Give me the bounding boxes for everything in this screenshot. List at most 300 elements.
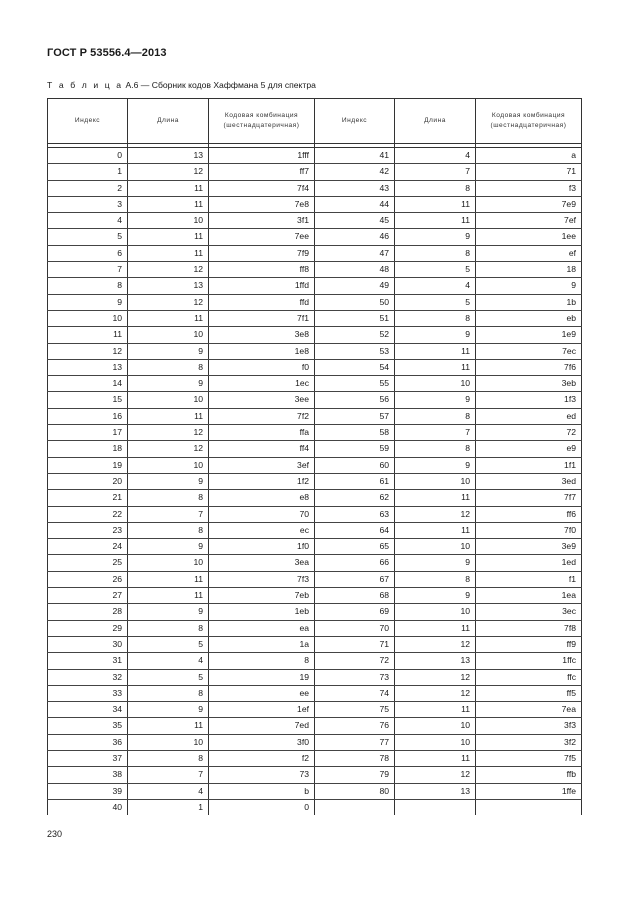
table-cell: 13	[128, 278, 209, 294]
table-caption	[47, 80, 316, 90]
table-cell: 1f3	[476, 392, 582, 408]
table-cell: 42	[315, 164, 395, 180]
table-cell: 47	[315, 245, 395, 261]
table-cell: ee	[209, 685, 315, 701]
table-cell: 1ec	[209, 376, 315, 392]
table-cell: 1ffe	[476, 783, 582, 799]
table-cell: 18	[476, 262, 582, 278]
table-cell: e8	[209, 490, 315, 506]
table-cell: 20	[48, 473, 128, 489]
table-cell: 7f8	[476, 620, 582, 636]
table-cell	[315, 799, 395, 815]
table-cell: 10	[128, 327, 209, 343]
table-cell: 13	[395, 653, 476, 669]
table-cell: 13	[128, 148, 209, 164]
table-row	[48, 718, 582, 734]
table-cell: 70	[209, 506, 315, 522]
table-cell: 12	[395, 506, 476, 522]
table-row	[48, 669, 582, 685]
table-cell: 28	[48, 604, 128, 620]
table-cell: 8	[395, 441, 476, 457]
table-cell: 34	[48, 702, 128, 718]
table-cell: 22	[48, 506, 128, 522]
table-cell: 66	[315, 555, 395, 571]
table-row	[48, 343, 582, 359]
table-row	[48, 539, 582, 555]
table-cell: 35	[48, 718, 128, 734]
table-row	[48, 245, 582, 261]
page-number: 230	[47, 829, 63, 839]
table-cell: 24	[48, 539, 128, 555]
table-cell: 46	[315, 229, 395, 245]
table-cell: 78	[315, 750, 395, 766]
table-cell: 5	[128, 669, 209, 685]
table-row	[48, 702, 582, 718]
table-cell: 12	[128, 425, 209, 441]
table-cell: 16	[48, 408, 128, 424]
table-cell: 11	[128, 180, 209, 196]
header-codeword: Кодовая комбинация (шестнадцатеричная)	[209, 99, 315, 144]
table-cell: 9	[128, 539, 209, 555]
table-cell: 1	[128, 799, 209, 815]
table-cell: 12	[395, 767, 476, 783]
table-cell: 3ee	[209, 392, 315, 408]
table-cell: 9	[128, 702, 209, 718]
table-cell: 3f1	[209, 213, 315, 229]
table-cell: 12	[128, 294, 209, 310]
table-cell: 33	[48, 685, 128, 701]
table-cell: 10	[395, 473, 476, 489]
table-cell: 9	[395, 392, 476, 408]
table-row	[48, 441, 582, 457]
table-row	[48, 620, 582, 636]
table-cell: 74	[315, 685, 395, 701]
table-cell: 7f3	[209, 571, 315, 587]
table-cell: 5	[395, 294, 476, 310]
table-cell: 8	[395, 571, 476, 587]
table-cell: 12	[395, 636, 476, 652]
table-cell: 4	[395, 148, 476, 164]
table-cell: 7	[48, 262, 128, 278]
table-cell: 8	[128, 685, 209, 701]
table-cell: 55	[315, 376, 395, 392]
table-cell: 44	[315, 196, 395, 212]
table-cell: f0	[209, 359, 315, 375]
table-cell: 3ed	[476, 473, 582, 489]
table-cell: 10	[128, 555, 209, 571]
table-cell: 9	[128, 473, 209, 489]
table-cell: 19	[48, 457, 128, 473]
table-cell: 21	[48, 490, 128, 506]
table-cell: 69	[315, 604, 395, 620]
table-row	[48, 685, 582, 701]
table-cell: 7f4	[209, 180, 315, 196]
table-row	[48, 196, 582, 212]
table-cell	[395, 799, 476, 815]
table-cell: ed	[476, 408, 582, 424]
table-cell: 3e9	[476, 539, 582, 555]
table-cell: 8	[128, 750, 209, 766]
table-row	[48, 604, 582, 620]
table-cell: 11	[128, 229, 209, 245]
table-cell: 1ef	[209, 702, 315, 718]
table-cell: ffc	[476, 669, 582, 685]
table-cell: 7	[395, 425, 476, 441]
table-cell: 1ffc	[476, 653, 582, 669]
table-cell: 58	[315, 425, 395, 441]
table-cell: 6	[48, 245, 128, 261]
caption-prefix: Т а б л и ц а	[47, 80, 124, 90]
table-cell: 10	[395, 539, 476, 555]
table-cell: ff5	[476, 685, 582, 701]
table-cell: f1	[476, 571, 582, 587]
table-cell: 7f5	[476, 750, 582, 766]
table-row	[48, 555, 582, 571]
table-cell: 37	[48, 750, 128, 766]
table-cell: 23	[48, 522, 128, 538]
table-cell: 71	[315, 636, 395, 652]
table-cell: 70	[315, 620, 395, 636]
table-cell: 72	[476, 425, 582, 441]
table-row	[48, 359, 582, 375]
table-row	[48, 376, 582, 392]
table-cell: 9	[395, 327, 476, 343]
table-row	[48, 734, 582, 750]
document-standard-id: ГОСТ Р 53556.4—2013	[47, 47, 167, 59]
table-cell: 3	[48, 196, 128, 212]
table-cell: 12	[395, 685, 476, 701]
table-cell: 12	[395, 669, 476, 685]
table-cell: 1eb	[209, 604, 315, 620]
table-cell: 11	[128, 310, 209, 326]
table-row	[48, 588, 582, 604]
table-row	[48, 783, 582, 799]
table-cell: 3e8	[209, 327, 315, 343]
table-cell: 10	[395, 718, 476, 734]
table-cell: 27	[48, 588, 128, 604]
table-cell: 11	[48, 327, 128, 343]
table-row	[48, 750, 582, 766]
table-cell: 67	[315, 571, 395, 587]
table-cell: 29	[48, 620, 128, 636]
table-cell: 1fff	[209, 148, 315, 164]
table-row	[48, 653, 582, 669]
table-row	[48, 506, 582, 522]
table-cell: 7	[128, 506, 209, 522]
table-row	[48, 310, 582, 326]
table-cell: 4	[395, 278, 476, 294]
table-cell: 11	[128, 408, 209, 424]
table-cell: 26	[48, 571, 128, 587]
table-cell: 25	[48, 555, 128, 571]
table-cell: 7ed	[209, 718, 315, 734]
table-cell: 9	[128, 604, 209, 620]
table-cell: 9	[395, 229, 476, 245]
table-cell: 65	[315, 539, 395, 555]
table-row	[48, 262, 582, 278]
table-cell: ff9	[476, 636, 582, 652]
table-cell: 1ed	[476, 555, 582, 571]
table-cell: 11	[128, 588, 209, 604]
table-cell: 7ee	[209, 229, 315, 245]
table-cell: 10	[395, 734, 476, 750]
table-cell: 7f2	[209, 408, 315, 424]
table-cell: 0	[209, 799, 315, 815]
table-cell: 73	[315, 669, 395, 685]
table-cell: 79	[315, 767, 395, 783]
table-cell: 10	[128, 392, 209, 408]
table-cell: 7f0	[476, 522, 582, 538]
table-cell: 14	[48, 376, 128, 392]
table-cell: 4	[128, 783, 209, 799]
table-cell: 1ffd	[209, 278, 315, 294]
table-cell: 11	[395, 702, 476, 718]
table-cell: 7f1	[209, 310, 315, 326]
table-row	[48, 767, 582, 783]
table-cell: 7f6	[476, 359, 582, 375]
table-row	[48, 457, 582, 473]
table-cell: 17	[48, 425, 128, 441]
table-cell: 11	[128, 571, 209, 587]
table-row	[48, 294, 582, 310]
table-cell: 3f0	[209, 734, 315, 750]
table-cell: 50	[315, 294, 395, 310]
caption-text: А.6 — Сборник кодов Хаффмана 5 для спектра	[123, 80, 316, 90]
table-cell: 12	[128, 164, 209, 180]
table-cell: f2	[209, 750, 315, 766]
table-header	[48, 99, 582, 144]
table-cell: 7eb	[209, 588, 315, 604]
table-cell: 73	[209, 767, 315, 783]
table-cell: 8	[48, 278, 128, 294]
table-cell: 71	[476, 164, 582, 180]
table-cell: 3f3	[476, 718, 582, 734]
table-cell: 10	[128, 457, 209, 473]
table-cell: 9	[48, 294, 128, 310]
table-cell: 77	[315, 734, 395, 750]
table-cell: 8	[395, 310, 476, 326]
table-cell: ef	[476, 245, 582, 261]
table-cell: 80	[315, 783, 395, 799]
table-cell: 13	[395, 783, 476, 799]
table-cell: 11	[395, 750, 476, 766]
table-cell: 1e9	[476, 327, 582, 343]
table-cell: 11	[395, 196, 476, 212]
table-cell: ffb	[476, 767, 582, 783]
table-cell: 36	[48, 734, 128, 750]
table-row	[48, 490, 582, 506]
table-cell: 9	[476, 278, 582, 294]
table-cell: 1f2	[209, 473, 315, 489]
table-cell: 7	[395, 164, 476, 180]
table-cell: ffa	[209, 425, 315, 441]
table-cell: 8	[395, 408, 476, 424]
table-cell: 7ec	[476, 343, 582, 359]
table-cell: 8	[128, 359, 209, 375]
table-row	[48, 473, 582, 489]
table-cell: 1b	[476, 294, 582, 310]
table-cell: 7e9	[476, 196, 582, 212]
table-cell: 51	[315, 310, 395, 326]
table-cell: 38	[48, 767, 128, 783]
table-cell: 7ef	[476, 213, 582, 229]
table-cell: 11	[128, 196, 209, 212]
table-cell: 7ea	[476, 702, 582, 718]
table-cell: 11	[128, 718, 209, 734]
table-cell: 41	[315, 148, 395, 164]
table-cell: 62	[315, 490, 395, 506]
table-cell: 11	[395, 343, 476, 359]
table-cell: 8	[209, 653, 315, 669]
table-cell: ffd	[209, 294, 315, 310]
table-cell: ff8	[209, 262, 315, 278]
table-cell: 11	[128, 245, 209, 261]
table-cell: 11	[395, 522, 476, 538]
table-cell: 7e8	[209, 196, 315, 212]
table-cell: 2	[48, 180, 128, 196]
table-cell: 8	[395, 245, 476, 261]
table-row	[48, 408, 582, 424]
table-body	[48, 144, 582, 816]
table-cell: 75	[315, 702, 395, 718]
table-cell: 11	[395, 359, 476, 375]
table-cell: a	[476, 148, 582, 164]
table-cell: 9	[128, 343, 209, 359]
table-cell: 3ea	[209, 555, 315, 571]
huffman-codebook-table	[47, 98, 582, 815]
table-row	[48, 799, 582, 815]
table-cell: b	[209, 783, 315, 799]
table-cell: 4	[48, 213, 128, 229]
table-row	[48, 180, 582, 196]
table-cell: ec	[209, 522, 315, 538]
table-cell: 5	[128, 636, 209, 652]
table-cell: 8	[128, 522, 209, 538]
table-cell: 10	[395, 376, 476, 392]
table-cell: 10	[128, 213, 209, 229]
table-row	[48, 327, 582, 343]
table-cell: 72	[315, 653, 395, 669]
table-cell: 63	[315, 506, 395, 522]
table-row	[48, 213, 582, 229]
table-cell: 8	[128, 490, 209, 506]
table-cell: 11	[395, 620, 476, 636]
table-cell: 10	[128, 734, 209, 750]
table-cell: 43	[315, 180, 395, 196]
table-cell: 1f0	[209, 539, 315, 555]
table-cell: 3f2	[476, 734, 582, 750]
table-cell: e9	[476, 441, 582, 457]
table-cell: ff4	[209, 441, 315, 457]
table-row	[48, 392, 582, 408]
header-index: Индекс	[48, 99, 128, 144]
table-cell: 15	[48, 392, 128, 408]
table-cell: 19	[209, 669, 315, 685]
table-cell: f3	[476, 180, 582, 196]
table-cell: 53	[315, 343, 395, 359]
table-cell: 8	[128, 620, 209, 636]
table-cell: 68	[315, 588, 395, 604]
table-cell: 0	[48, 148, 128, 164]
table-cell: 5	[395, 262, 476, 278]
table-row	[48, 636, 582, 652]
table-row	[48, 148, 582, 164]
table-cell: 12	[128, 441, 209, 457]
table-cell: 40	[48, 799, 128, 815]
table-cell: 1e8	[209, 343, 315, 359]
table-cell: 1a	[209, 636, 315, 652]
table-cell: 52	[315, 327, 395, 343]
table-cell: 32	[48, 669, 128, 685]
table-cell: 1ee	[476, 229, 582, 245]
table-cell: 12	[48, 343, 128, 359]
table-cell: 11	[395, 490, 476, 506]
table-cell: 7f9	[209, 245, 315, 261]
table-cell: 18	[48, 441, 128, 457]
table-cell: 4	[128, 653, 209, 669]
table-cell: 12	[128, 262, 209, 278]
table-cell: 9	[395, 457, 476, 473]
table-cell: 45	[315, 213, 395, 229]
table-cell: 9	[395, 555, 476, 571]
table-cell: 7	[128, 767, 209, 783]
table-cell: 56	[315, 392, 395, 408]
table-row	[48, 229, 582, 245]
table-cell: ea	[209, 620, 315, 636]
table-cell: 13	[48, 359, 128, 375]
table-cell: 1	[48, 164, 128, 180]
table-cell: 8	[395, 180, 476, 196]
table-row	[48, 164, 582, 180]
table-row	[48, 278, 582, 294]
table-cell: 3ec	[476, 604, 582, 620]
table-cell: 5	[48, 229, 128, 245]
table-cell: 9	[128, 376, 209, 392]
table-cell: 10	[395, 604, 476, 620]
header-length: Длина	[128, 99, 209, 144]
table-cell: 59	[315, 441, 395, 457]
table-cell: 1f1	[476, 457, 582, 473]
table-cell: 3ef	[209, 457, 315, 473]
table-cell: 76	[315, 718, 395, 734]
table-cell: 3eb	[476, 376, 582, 392]
table-cell: 1ea	[476, 588, 582, 604]
table-cell: 64	[315, 522, 395, 538]
table-cell: ff7	[209, 164, 315, 180]
header-index-2: Индекс	[315, 99, 395, 144]
table-cell: 49	[315, 278, 395, 294]
table-cell: eb	[476, 310, 582, 326]
table-cell: 60	[315, 457, 395, 473]
table-cell: 7f7	[476, 490, 582, 506]
table-cell: 11	[395, 213, 476, 229]
table-cell: 61	[315, 473, 395, 489]
table-cell: 39	[48, 783, 128, 799]
table-row	[48, 425, 582, 441]
table-cell: 57	[315, 408, 395, 424]
table-row	[48, 522, 582, 538]
table-cell: 54	[315, 359, 395, 375]
table-cell: 10	[48, 310, 128, 326]
table-cell: ff6	[476, 506, 582, 522]
table-cell: 48	[315, 262, 395, 278]
header-length-2: Длина	[395, 99, 476, 144]
table-row	[48, 571, 582, 587]
table-cell: 30	[48, 636, 128, 652]
header-codeword-2: Кодовая комбинация (шестнадцатеричная)	[476, 99, 582, 144]
table-cell: 9	[395, 588, 476, 604]
table-cell: 31	[48, 653, 128, 669]
